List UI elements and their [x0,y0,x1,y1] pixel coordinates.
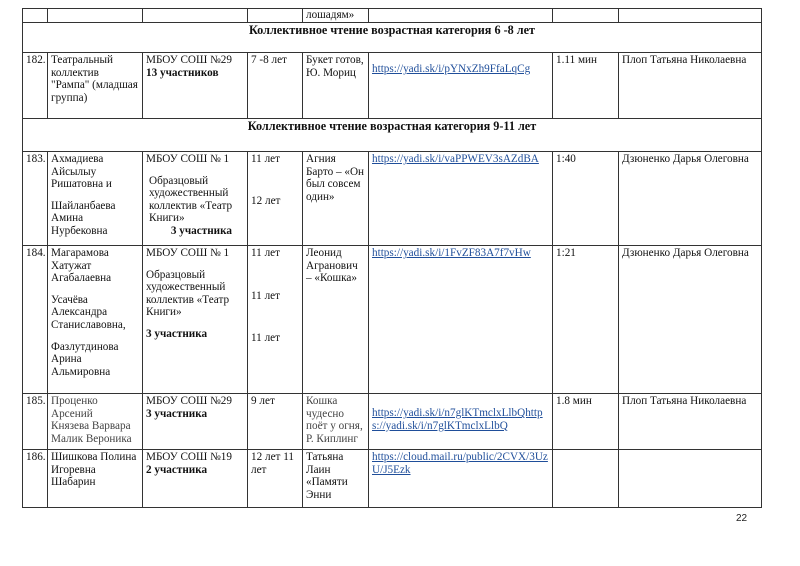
age-text: 12 лет 11 лет [251,451,294,476]
table-row [23,394,762,450]
participant-name: Ахмадиева Айсылыу Ришатовна и [51,153,112,191]
section-header-row [23,23,762,53]
cell-teacher: Дзюненко Дарья Олеговна [619,152,762,246]
work-title: Букет готов, Ю. Мориц [306,54,364,79]
table-row [23,450,762,508]
participant-name: Малик Вероника [51,432,132,445]
participant-name: Шабарин [51,476,96,489]
spacer [51,332,139,341]
cell-work [303,9,369,23]
cell-link [369,152,553,246]
cell-participants [48,53,143,119]
cell-participants [48,394,143,450]
work-title: Татьяна Лаин «Памяти Энни [306,451,348,501]
spacer [251,166,299,195]
participant-count: 3 участника [146,407,208,420]
cell-participants [48,9,143,23]
cell-work [303,394,369,450]
spacer [146,260,244,269]
spacer [251,302,299,332]
school-name: МБОУ СОШ №29 [146,54,232,66]
school-name: МБОУ СОШ №29 [146,395,232,407]
row-number: 184. [23,246,48,394]
school-collective: Образцовый художественный коллектив «Театр Книги» [146,268,230,319]
cell-age [248,246,303,394]
table-row-partial [23,9,762,23]
cell-work [303,246,369,394]
section-header-row [23,119,762,152]
work-title: Агния Барто – «Он был совсем один» [306,153,365,203]
spacer [146,166,244,175]
age-text: 12 лет [251,194,281,207]
age-text: 11 лет [251,247,281,259]
cell-num [23,9,48,23]
cell-duration: 1:40 [553,152,619,246]
cell-school [143,394,248,450]
video-link[interactable]: https://yadi.sk/i/pYNxZh9FfaLqCg [372,63,531,75]
cell-teacher [619,450,762,508]
school-name: МБОУ СОШ № 1 [146,153,230,165]
video-link[interactable]: https://yadi.sk/i/1FvZF83A7f7vHw [372,247,531,259]
participant-name: Шишкова Полина Игоревна [51,451,137,476]
cell-link [369,9,553,23]
participant-name: Усачёва Александра Станиславовна, [51,293,126,331]
video-link[interactable]: https://cloud.mail.ru/public/2CVX/3UzU/J5Ezk [372,451,548,476]
participant-name: Магарамова Хатужат Агабалаевна [51,247,112,285]
participant-name: Фазлутдинова Арина Альмировна [51,340,119,378]
cell-teacher: Дзюненко Дарья Олеговна [619,246,762,394]
school-collective: Образцовый художественный коллектив «Театр Книги» [149,174,233,225]
cell-link [369,246,553,394]
section-title: Коллективное чтение возрастная категория 9-11 лет [23,119,762,152]
age-text: 11 лет [251,153,281,165]
cell-school [143,53,248,119]
cell-age [248,9,303,23]
cell-age [248,53,303,119]
table-row [23,246,762,394]
video-link[interactable]: https://yadi.sk/i/n7glKTmclxLlbQhttps://yadi.sk/i/n7glKTmclxLlbQ [372,407,543,432]
participant-count: 3 участника [170,224,232,237]
cell-participants [48,246,143,394]
row-number: 186. [23,450,48,508]
work-text: лошадям» [306,9,355,21]
participant-count: 2 участника [146,463,208,476]
work-title: Леонид Агранович – «Кошка» [306,247,358,285]
cell-age [248,152,303,246]
cell-age [248,394,303,450]
participant-name: Театральный коллектив "Рампа" (младшая группа) [51,54,138,104]
section-title: Коллективное чтение возрастная категория 6 -8 лет [23,23,762,53]
cell-duration: 1:21 [553,246,619,394]
cell-link [369,53,553,119]
table-row [23,152,762,246]
video-link[interactable]: https://yadi.sk/i/vaPPWEV3sAZdBA [372,153,539,165]
table-row [23,53,762,119]
cell-participants [48,152,143,246]
cell-school [143,9,248,23]
cell-link [369,450,553,508]
participant-name: Проценко Арсений [51,395,98,420]
cell-work [303,152,369,246]
results-table [22,8,762,508]
work-title: Кошка чудесно поёт у огня, Р. Киплинг [306,395,363,445]
participant-count: 13 участников [146,66,219,79]
row-number: 185. [23,394,48,450]
cell-school [143,246,248,394]
cell-teacher: Плоп Татьяна Николаевна [619,394,762,450]
participant-name: Шайланбаева Амина Нурбековна [51,199,116,237]
row-number: 182. [23,53,48,119]
spacer [51,191,139,200]
cell-duration: 1.11 мин [553,53,619,119]
participant-count: 3 участника [146,327,208,340]
age-text: 11 лет [251,332,281,345]
age-text: 7 -8 лет [251,54,287,66]
row-number: 183. [23,152,48,246]
cell-teacher [619,9,762,23]
school-name: МБОУ СОШ №19 [146,451,232,463]
cell-duration [553,9,619,23]
age-text: 9 лет [251,395,275,407]
cell-school [143,450,248,508]
cell-school [143,152,248,246]
spacer [51,285,139,294]
cell-work [303,450,369,508]
school-name: МБОУ СОШ № 1 [146,247,230,259]
spacer [251,260,299,290]
cell-link [369,394,553,450]
cell-duration: 1.8 мин [553,394,619,450]
age-text: 11 лет [251,289,281,302]
cell-participants [48,450,143,508]
page-number: 22 [736,513,748,524]
cell-teacher: Плоп Татьяна Николаевна [619,53,762,119]
participant-name: Князева Варвара [51,420,131,433]
cell-duration [553,450,619,508]
spacer [146,319,244,328]
cell-age [248,450,303,508]
cell-work [303,53,369,119]
